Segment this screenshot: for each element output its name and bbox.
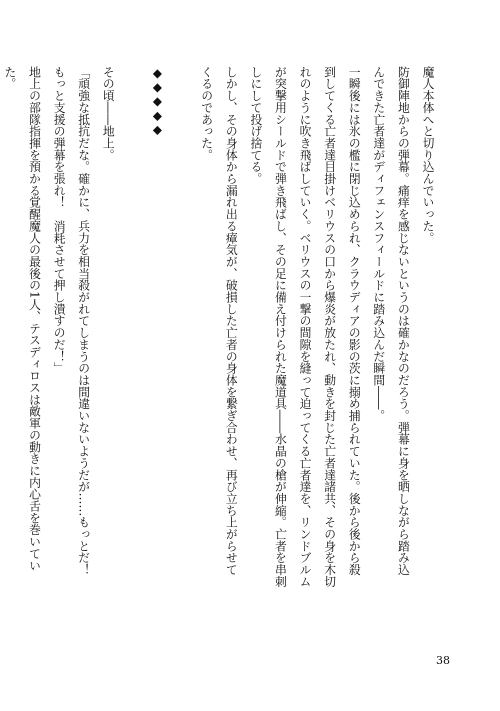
- text-line: れのように吹き飛ばしていく。ベリウスの一撃の間隙を縫って迫ってくる亡者達を、リンドブルム: [298, 66, 313, 588]
- vertical-text-block: [0, 66, 440, 658]
- text-line: しにして投げ捨てる。: [248, 66, 263, 185]
- scene-break-diamonds: ◆◆◆◆◆: [150, 66, 165, 137]
- blank-line: [120, 66, 145, 658]
- text-line: もっと支援の弾幕を張れ！ 消耗させて押し潰すのだ！」: [52, 66, 67, 375]
- text-line: 防御陣地からの弾幕。痛痒を感じないというのは確かなのだろう。弾幕に身を晒しながら踏み込: [396, 66, 411, 576]
- blank-line: [169, 66, 194, 658]
- text-line: 魔人本体へと切り込んでいった。: [421, 66, 435, 244]
- text-line: 地上の部隊指揮を預かる覚醒魔人の最後の1人、テスディロスは敵軍の動きに内心舌を巻いてい: [27, 66, 42, 572]
- text-line: 「頑強な抵抗だな。確かに、兵力を相当殺がれてしまうのは間違いないようだが……もっとだ！: [76, 66, 91, 576]
- text-line: しかし、その身体から漏れ出る瘴気が、破損した亡者の身体を繋ぎ合わせ、再び立ち上がらせて: [224, 66, 239, 576]
- text-line: その頃――地上。: [101, 66, 116, 161]
- text-line: 一瞬後には氷の檻に閉じ込められ、クラウディアの影の茨に搦め捕られていた。後から後から殺: [347, 66, 362, 576]
- page-number: 38: [436, 654, 450, 667]
- text-line: くるのであった。: [199, 66, 214, 161]
- text-line: 到してくる亡者達目掛けベリウスの口から爆炎が放たれ、動きを封じた亡者達諸共、その身を木切: [322, 66, 337, 588]
- text-line: が突撃用シールドで弾き飛ばし、その足に備え付けられた魔道具――水晶の槍が伸縮。亡者を串刺: [273, 66, 288, 588]
- text-line: んできた亡者達がディフェンスフィールドに踏み込んだ瞬間――。: [371, 66, 386, 422]
- text-line: た。: [2, 66, 17, 90]
